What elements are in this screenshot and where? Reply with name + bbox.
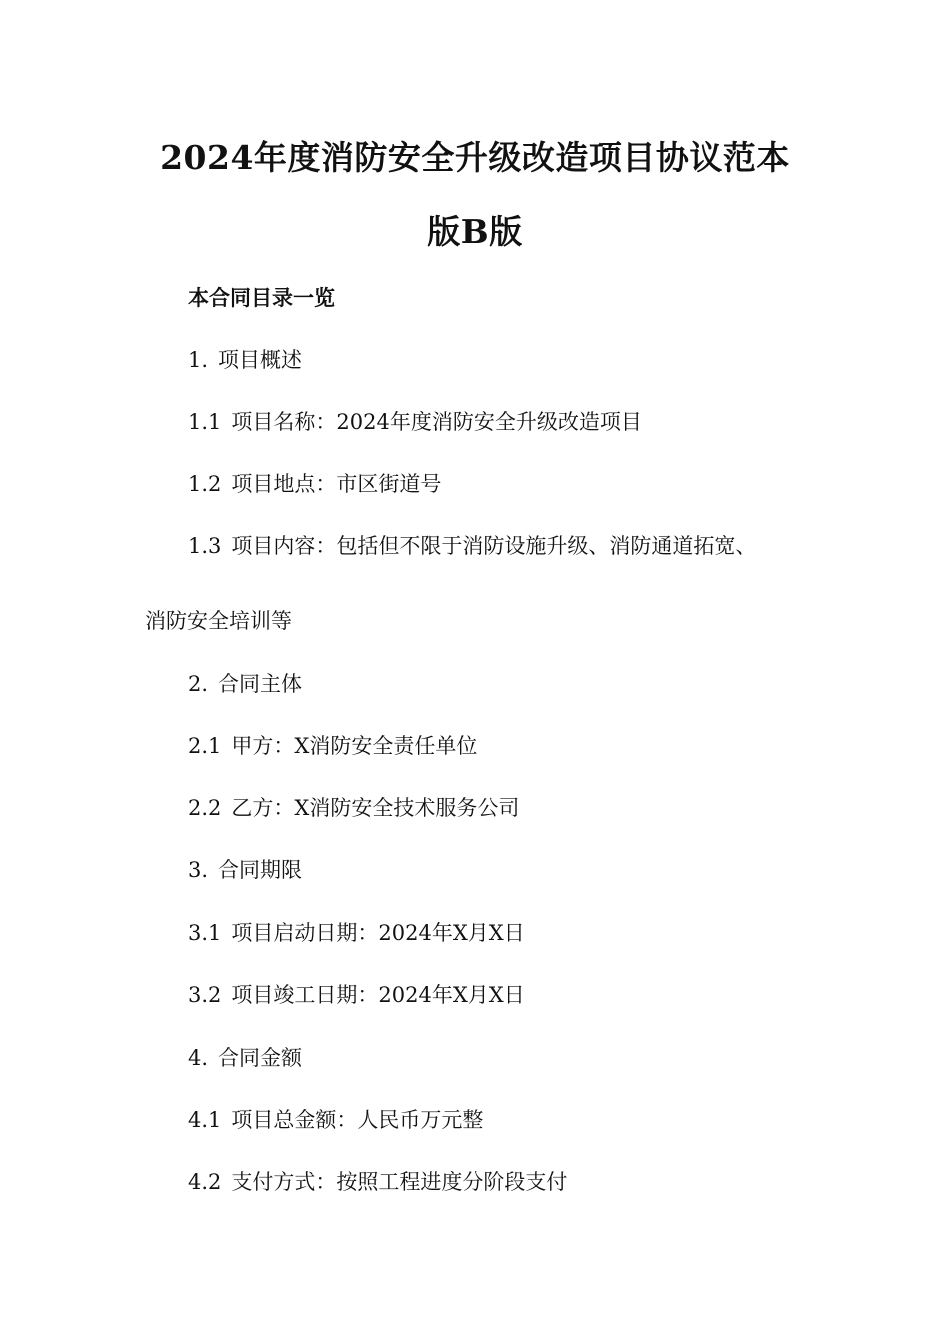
toc-item-number: 1.1	[188, 410, 222, 434]
toc-item-number: 2.1	[188, 734, 222, 758]
toc-item-number: 1.2	[188, 472, 222, 496]
toc-item-text: 项目地点：市区街道号	[231, 472, 442, 496]
toc-item	[188, 1168, 567, 1196]
toc-item-number: 3.	[188, 858, 209, 882]
toc-item-text: 甲方：X消防安全责任单位	[231, 734, 478, 758]
toc-item-text: 合同主体	[218, 672, 303, 696]
toc-item-number: 1.	[188, 348, 209, 372]
toc-item-number: 4.	[188, 1046, 209, 1070]
toc-item-text: 项目启动日期：2024年X月X日	[231, 921, 525, 945]
toc-item-text: 合同金额	[218, 1046, 303, 1070]
toc-item	[188, 981, 525, 1009]
toc-item	[188, 346, 302, 374]
toc-item-text: 支付方式：按照工程进度分阶段支付	[231, 1170, 568, 1194]
document-title-line1: 2024年度消防安全升级改造项目协议范本	[160, 138, 790, 177]
document-title-line2: 版B版	[427, 212, 523, 251]
toc-item-number: 3.2	[188, 983, 222, 1007]
toc-item	[188, 670, 302, 698]
toc-item-text: 乙方：X消防安全技术服务公司	[231, 796, 520, 820]
toc-item-text: 合同期限	[218, 858, 303, 882]
toc-item-continuation: 消防安全培训等	[145, 609, 292, 633]
toc-heading: 本合同目录一览	[188, 285, 335, 310]
toc-item-number: 1.3	[188, 534, 222, 558]
toc-item	[188, 919, 525, 947]
toc-item-text: 项目竣工日期：2024年X月X日	[231, 983, 525, 1007]
toc-item-number: 3.1	[188, 921, 222, 945]
toc-item	[188, 1044, 302, 1072]
toc-item	[188, 532, 756, 560]
toc-item	[188, 1106, 483, 1134]
toc-item	[188, 470, 441, 498]
toc-item-text: 项目总金额：人民币万元整	[231, 1108, 484, 1132]
toc-item	[188, 856, 302, 884]
toc-item-text: 项目内容：包括但不限于消防设施升级、消防通道拓宽、	[231, 534, 757, 558]
toc-item-number: 4.1	[188, 1108, 222, 1132]
toc-item	[188, 408, 642, 436]
toc-item	[188, 732, 477, 760]
toc-item-text: 项目概述	[218, 348, 303, 372]
toc-item	[188, 794, 519, 822]
toc-item-number: 2.	[188, 672, 209, 696]
toc-item-text: 项目名称：2024年度消防安全升级改造项目	[231, 410, 642, 434]
toc-item-number: 4.2	[188, 1170, 222, 1194]
toc-item-number: 2.2	[188, 796, 222, 820]
